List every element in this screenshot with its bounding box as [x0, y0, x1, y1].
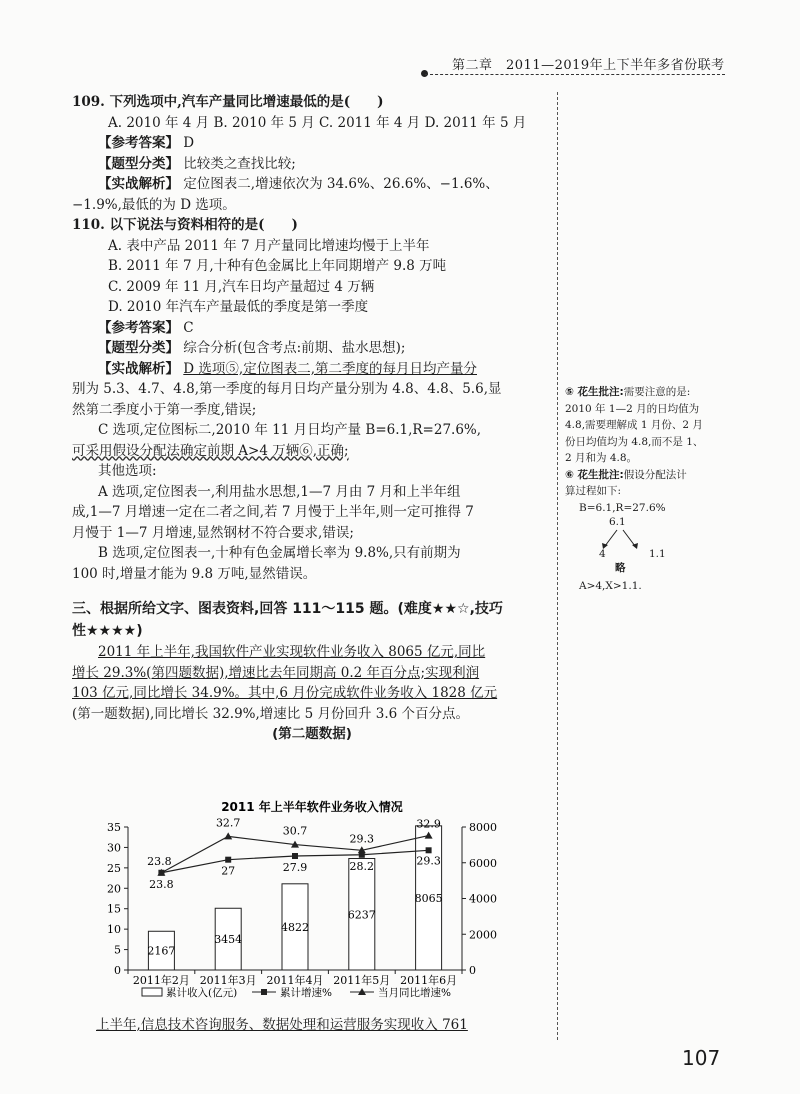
calc-left: 4 — [599, 548, 606, 560]
q110-analysis-line: 100 时,增量才能为 9.8 万吨,显然错误。 — [72, 565, 317, 582]
q109-analysis: 【实战解析】 定位图表二,增速依次为 34.6%、26.6%、−1.6%、 — [98, 176, 499, 192]
note-5-line: 份日均值均为 4.8,而不是 1、 — [565, 435, 704, 448]
note-5-line: 2 月和为 4.8。 — [565, 452, 638, 464]
section-title-cont: 性★★★★) — [72, 623, 143, 639]
x-tick-label: 2011年5月 — [333, 974, 391, 987]
left-tick-label: 30 — [107, 841, 121, 855]
continuation-text: 上半年,信息技术咨询服务、数据处理和运营服务实现收入 761 — [96, 1017, 468, 1033]
legend-mon-label: 当月同比增速% — [378, 987, 451, 999]
calc-line: A>4,X>1.1. — [579, 580, 642, 592]
margin-divider — [557, 92, 558, 1040]
monthly-growth-label: 23.8 — [147, 854, 172, 868]
analysis-tag: 【实战解析】 — [98, 176, 179, 192]
legend-cum-marker — [261, 989, 267, 995]
cumulative-growth-label: 27.9 — [282, 861, 308, 875]
page-number: 107 — [682, 1046, 721, 1070]
q110-analysis-line: 成,1—7 月增速一定在二者之间,若 7 月慢于上半年,则一定可推得 7 — [72, 504, 474, 520]
x-tick-label: 2011年4月 — [266, 974, 324, 987]
monthly-growth-marker — [224, 832, 232, 839]
left-tick-label: 15 — [107, 902, 121, 916]
cumulative-growth-marker — [225, 857, 231, 863]
q110-analysis-line: 其他选项: — [98, 463, 157, 479]
note-6-tag: ⑥ 花生批注: — [565, 468, 624, 481]
right-tick-label: 2000 — [469, 928, 497, 942]
calc-line: B=6.1,R=27.6% — [579, 501, 666, 514]
q110-analysis: 【实战解析】 D 选项⑤,定位图表二,第二季度的每月日均产量分 — [98, 360, 477, 377]
bar-value-label: 8065 — [414, 891, 443, 905]
cumulative-growth-marker — [292, 853, 298, 859]
x-tick-label: 2011年6月 — [400, 974, 458, 987]
running-header: 第二章 2011—2019年上下半年多省份联考 — [452, 58, 725, 73]
q109-analysis-cont: −1.9%,最低的为 D 选项。 — [72, 196, 236, 213]
q110-answer: 【参考答案】 C — [98, 319, 194, 336]
q109-answer: 【参考答案】 D — [98, 135, 195, 151]
header-rule — [425, 74, 725, 75]
monthly-growth-label: 32.9 — [416, 817, 441, 831]
q110-option-b: B. 2011 年 7 月,十种有色金属比上年同期增产 9.8 万吨 — [108, 258, 447, 274]
monthly-growth-label: 30.7 — [282, 824, 308, 838]
material-paragraph: 103 亿元,同比增长 34.9%。其中,6 月份完成软件业务收入 1828 亿元 — [72, 685, 498, 701]
cumulative-growth-marker — [426, 847, 432, 853]
x-tick-label: 2011年2月 — [132, 974, 190, 987]
calc-top: 6.1 — [609, 516, 626, 528]
bar-value-label: 3454 — [214, 933, 243, 947]
q110-analysis-line: 月慢于 1—7 月增速,显然钢材不符合要求,错误; — [72, 524, 354, 541]
x-tick-label: 2011年3月 — [199, 974, 257, 987]
answer-tag: 【参考答案】 — [98, 135, 179, 151]
calc-diagram — [565, 516, 675, 578]
left-tick-label: 35 — [107, 821, 121, 834]
legend-bar-label: 累计收入(亿元) — [166, 987, 238, 999]
legend-cum-label: 累计增速% — [280, 987, 332, 999]
monthly-growth-label: 29.3 — [349, 832, 375, 846]
left-tick-label: 10 — [107, 923, 121, 937]
note-5-line: 4.8,需要理解成 1 月份、2 月 — [565, 419, 703, 431]
type-tag: 【题型分类】 — [98, 155, 179, 172]
main-column — [72, 92, 552, 745]
q110-analysis-line: 然第二季度小于第一季度,错误; — [72, 401, 257, 418]
q110-analysis-line: A 选项,定位图表一,利用盐水思想,1—7 月由 7 月和上半年组 — [98, 483, 461, 500]
cumulative-growth-label: 27 — [221, 864, 236, 878]
material-paragraph: 增长 29.3%(第四题数据),增速比去年同期高 0.2 年百分点;实现利润 — [72, 664, 480, 681]
material-paragraph: (第一题数据),同比增长 32.9%,增速比 5 月份回升 3.6 个百分点。 — [72, 705, 470, 722]
section-title: 三、根据所给文字、图表资料,回答 111～115 题。(难度★★☆,技巧 — [72, 601, 503, 617]
right-tick-label: 8000 — [469, 821, 497, 834]
right-tick-label: 6000 — [469, 856, 497, 870]
left-tick-label: 0 — [114, 964, 121, 977]
q110-option-a: A. 表中产品 2011 年 7 月产量同比增速均慢于上半年 — [108, 237, 430, 254]
q110-analysis-line: B 选项,定位图表一,十种有色金属增长率为 9.8%,只有前期为 — [98, 545, 461, 561]
q110-type: 【题型分类】 综合分析(包含考点:前期、盐水思想); — [98, 340, 406, 356]
note-6-line: 算过程如下: — [565, 485, 622, 497]
q110-option-c: C. 2009 年 11 月,汽车日均产量超过 4 万辆 — [108, 278, 375, 295]
q110-option-d: D. 2010 年汽车产量最低的季度是第一季度 — [108, 299, 369, 315]
q110-analysis-line: C 选项,定位图标二,2010 年 11 月日均产量 B=6.1,R=27.6%, — [98, 422, 482, 438]
bar-value-label: 2167 — [147, 944, 176, 958]
cumulative-growth-label: 29.3 — [416, 854, 441, 868]
left-tick-label: 25 — [107, 861, 121, 875]
q110-analysis-line: 别为 5.3、4.7、4.8,第一季度的每月日均产量分别为 4.8、4.8、5.6,显 — [72, 381, 502, 397]
revenue-chart — [72, 797, 552, 1009]
note-5-tag: ⑤ 花生批注: — [565, 386, 624, 398]
chart-subtitle: (第二题数据) — [272, 726, 352, 742]
right-tick-label: 0 — [469, 964, 476, 977]
note-5-line: 2010 年 1—2 月的日均值为 — [565, 402, 700, 415]
cumulative-growth-label: 28.2 — [349, 859, 375, 873]
left-tick-label: 5 — [114, 943, 121, 957]
q109-type: 【题型分类】 比较类之查找比较; — [98, 155, 296, 172]
calc-right: 1.1 — [649, 548, 666, 560]
q109-options: A. 2010 年 4 月 B. 2010 年 5 月 C. 2011 年 4 月 D. 2011 年 5 月 — [108, 114, 527, 131]
monthly-growth-label: 32.7 — [215, 816, 241, 830]
bar-value-label: 6237 — [347, 908, 376, 922]
margin-notes: ⑤ 花生批注:需要注意的是: 2010 年 1—2 月的日均值为 4.8,需要理解成 1 月份、2 月 份日均值均为 4.8,而不是 1、 2 月和为 4.8。 ⑥ 花生批注:假设分配法计 算过程如下: B=6.1,R=27.6% 6.1 4 1.1 略 A>4,X>1.1. — [565, 384, 715, 595]
cumulative-growth-label: 23.8 — [149, 877, 174, 891]
chart-title: 2011 年上半年软件业务收入情况 — [221, 800, 403, 814]
q110-analysis-line: 可采用假设分配法确定前期 A>4 万辆⑥,正确; — [72, 442, 349, 459]
right-tick-label: 4000 — [469, 892, 497, 906]
calc-mid: 略 — [615, 562, 626, 574]
left-tick-label: 20 — [107, 882, 121, 896]
bar-value-label: 4822 — [281, 920, 309, 934]
material-paragraph: 2011 年上半年,我国软件产业实现软件业务收入 8065 亿元,同比 — [98, 644, 486, 660]
q109-stem: 109. 下列选项中,汽车产量同比增速最低的是( ) — [72, 94, 384, 110]
q110-stem: 110. 以下说法与资料相符的是( ) — [72, 217, 298, 233]
legend-bar-swatch — [142, 988, 162, 996]
